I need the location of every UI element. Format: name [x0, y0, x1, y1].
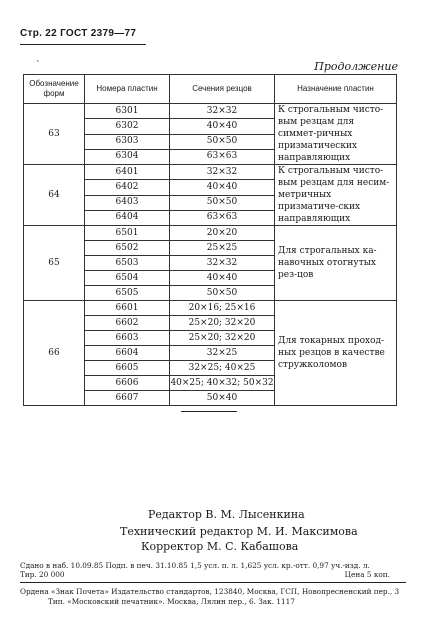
section-cell: 32×25 [170, 346, 275, 361]
plate-number-cell: 6602 [85, 316, 170, 331]
table-row [24, 226, 397, 241]
printer-line: Тип. «Московский печатник». Москва, Лялин пер., 6. Зак. 1117 [48, 597, 295, 606]
publisher-line: Ордена «Знак Почета» Издательство стандартов, 123840, Москва, ГСП, Новопресненский пер., 3 [20, 587, 400, 596]
section-cell: 50×50 [170, 195, 275, 210]
continuation-label: Продолжение [314, 60, 398, 73]
form-cell: 65 [24, 226, 85, 301]
plate-number-cell: 6605 [85, 361, 170, 376]
plate-number-cell: 6603 [85, 331, 170, 346]
plate-number-cell: 6502 [85, 241, 170, 256]
plates-table [23, 74, 397, 406]
table-row [24, 104, 397, 119]
table-row [24, 301, 397, 316]
col-header-form: Обозначение форм [24, 75, 85, 104]
plate-number-cell: 6505 [85, 286, 170, 301]
purpose-cell: К строгальным чисто-вым резцам для симмет-ричных призматических направляющих [275, 104, 397, 165]
plate-number-cell: 6401 [85, 165, 170, 180]
plate-number-cell: 6607 [85, 391, 170, 406]
section-cell: 40×40 [170, 271, 275, 286]
section-cell: 25×20; 32×20 [170, 331, 275, 346]
stray-mark: ` [36, 61, 41, 71]
corrector-credit: Корректор М. С. Кабашова [141, 540, 299, 553]
purpose-cell: Для токарных проход-ных резцов в качестве стружколомов [275, 301, 397, 406]
page-header: Стр. 22 ГОСТ 2379—77 [20, 28, 137, 39]
col-header-section: Сечения резцов [170, 75, 275, 104]
section-cell: 32×32 [170, 256, 275, 271]
purpose-cell: Для строгальных ка-навочных отогнутых рез-цов [275, 226, 397, 301]
imprint-line: Сдано в наб. 10.09.85 Подп. в печ. 31.10.85 1,5 усл. п. л. 1,625 усл. кр.-отт. 0,97 уч.-изд. л. [20, 561, 370, 570]
plate-number-cell: 6504 [85, 271, 170, 286]
plate-number-cell: 6304 [85, 149, 170, 164]
section-cell: 20×20 [170, 226, 275, 241]
form-cell: 66 [24, 301, 85, 406]
col-header-purpose: Назначение пластин [275, 75, 397, 104]
section-cell: 25×20; 32×20 [170, 316, 275, 331]
section-cell: 20×16; 25×16 [170, 301, 275, 316]
section-cell: 25×25 [170, 241, 275, 256]
price: Цена 5 коп. [344, 570, 390, 579]
form-cell: 64 [24, 165, 85, 226]
imprint-rule [20, 582, 406, 583]
section-cell: 50×50 [170, 134, 275, 149]
print-run: Тир. 20 000 [20, 570, 65, 579]
plate-number-cell: 6503 [85, 256, 170, 271]
plate-number-cell: 6604 [85, 346, 170, 361]
section-cell: 63×63 [170, 149, 275, 164]
col-header-plate: Номера пластин [85, 75, 170, 104]
purpose-cell: К строгальным чисто-вым резцам для несим-метричных призматиче-ских направляющих [275, 165, 397, 226]
plate-number-cell: 6404 [85, 210, 170, 225]
plate-number-cell: 6303 [85, 134, 170, 149]
section-cell: 40×25; 40×32; 50×32 [170, 376, 275, 391]
section-cell: 50×50 [170, 286, 275, 301]
section-cell: 40×40 [170, 119, 275, 134]
form-cell: 63 [24, 104, 85, 165]
table-body [24, 104, 397, 406]
plate-number-cell: 6501 [85, 226, 170, 241]
plate-number-cell: 6402 [85, 180, 170, 195]
section-cell: 32×25; 40×25 [170, 361, 275, 376]
section-cell: 63×63 [170, 210, 275, 225]
plate-number-cell: 6301 [85, 104, 170, 119]
section-cell: 40×40 [170, 180, 275, 195]
section-cell: 32×32 [170, 165, 275, 180]
tech-editor-credit: Технический редактор М. И. Максимова [120, 525, 358, 538]
plate-number-cell: 6601 [85, 301, 170, 316]
plate-number-cell: 6302 [85, 119, 170, 134]
plate-number-cell: 6403 [85, 195, 170, 210]
table-row [24, 165, 397, 180]
header-rule [20, 44, 146, 45]
editor-credit: Редактор В. М. Лысенкина [148, 508, 305, 521]
section-cell: 32×32 [170, 104, 275, 119]
section-cell: 50×40 [170, 391, 275, 406]
end-rule [181, 411, 237, 412]
plate-number-cell: 6606 [85, 376, 170, 391]
